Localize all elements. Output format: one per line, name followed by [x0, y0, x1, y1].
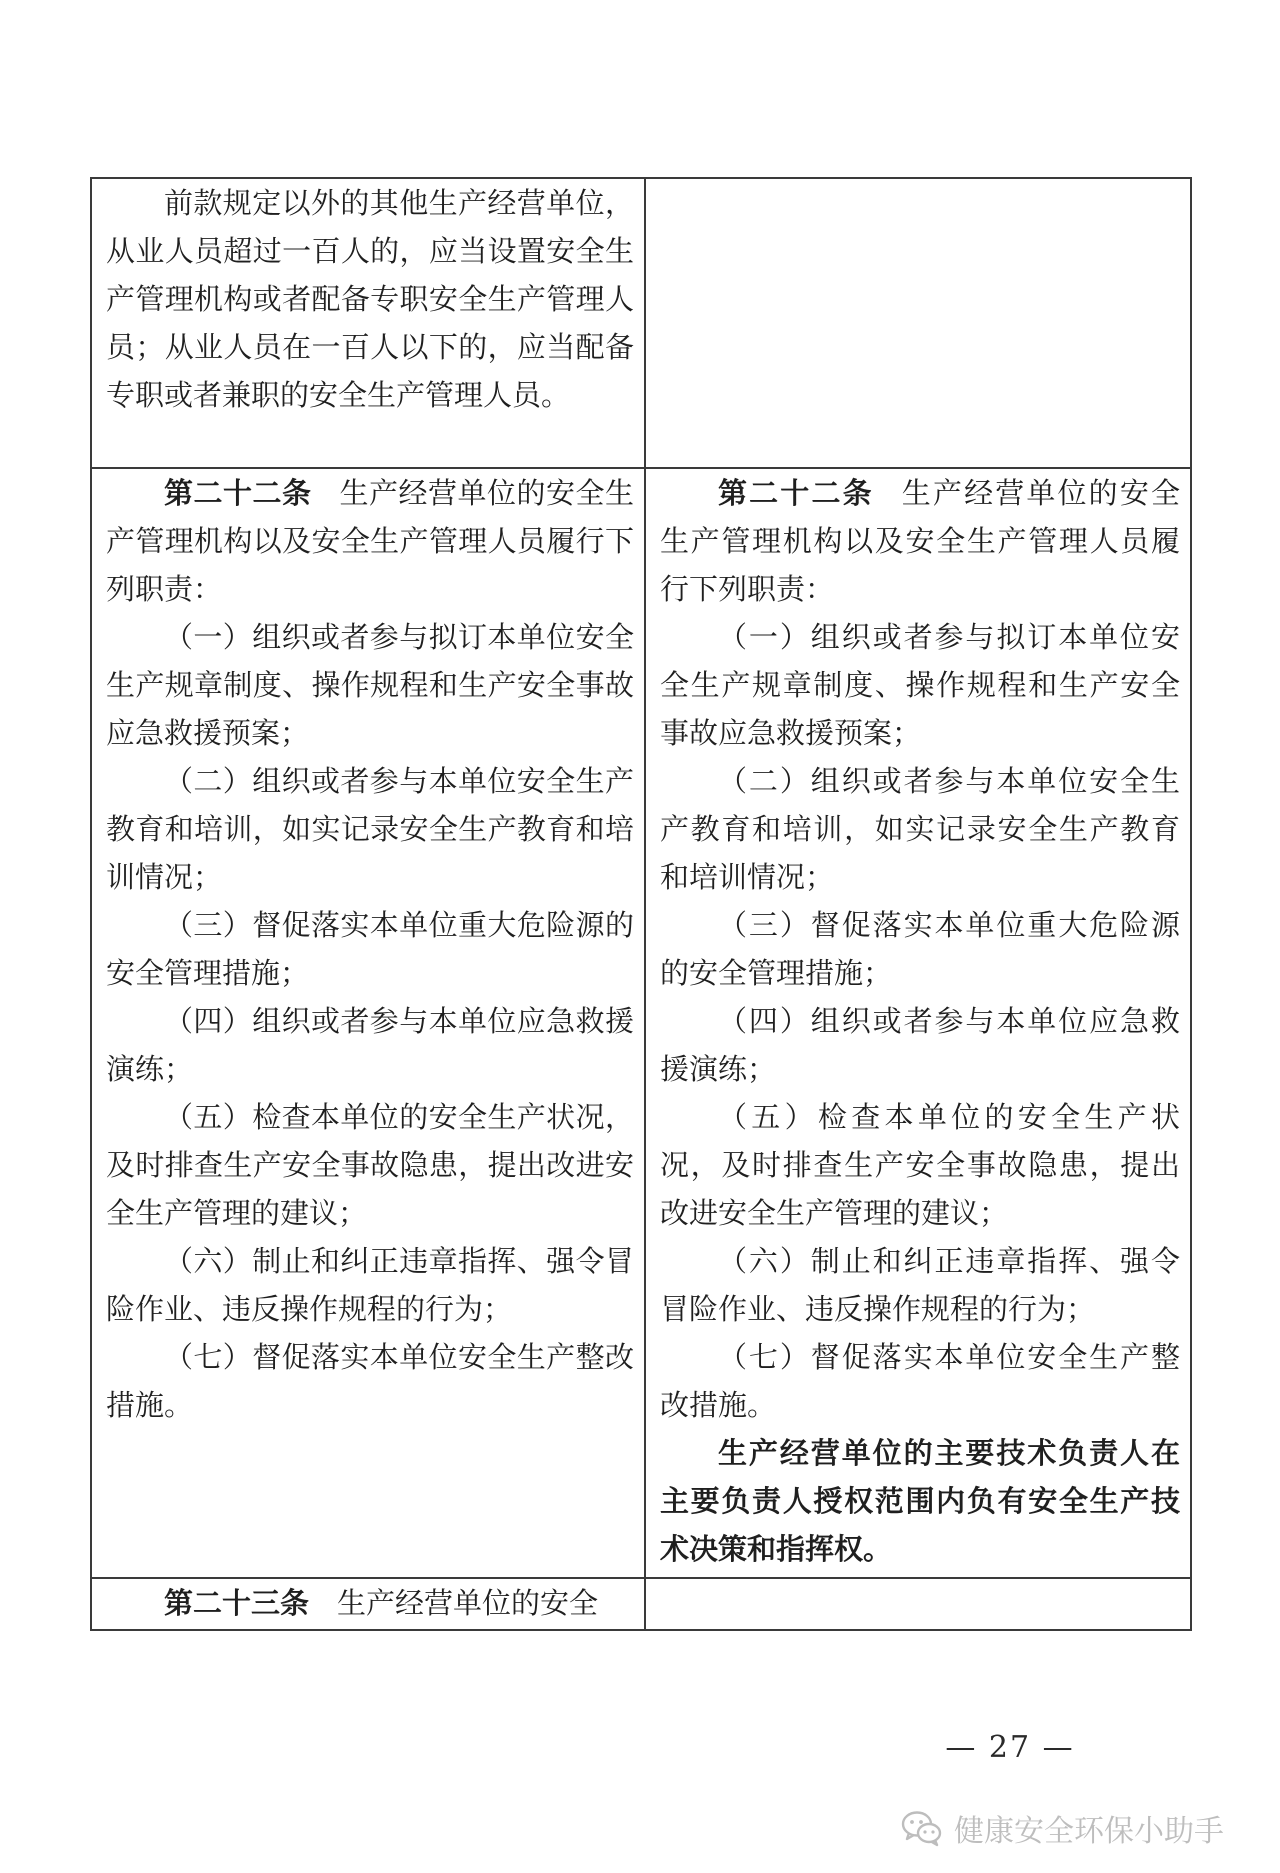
article-intro: 生产经营单位的安全: [337, 1586, 599, 1620]
table-row: [91, 178, 1191, 468]
page-number: — 27 —: [945, 1730, 1075, 1765]
list-item: （一）组织或者参与拟订本单位安全生产规章制度、操作规程和生产安全事故应急救援预案；: [660, 620, 1180, 750]
watermark: [900, 1806, 1224, 1850]
article-intro: 生产经营单位的安全生产管理机构以及安全生产管理人员履行下列职责：: [106, 476, 634, 606]
article-intro: 生产经营单位的安全生产管理机构以及安全生产管理人员履行下列职责：: [660, 476, 1180, 606]
new-text-cell: [645, 468, 1191, 1578]
watermark-text: 健康安全环保小助手: [954, 1814, 1224, 1849]
article-heading: 第二十三条: [164, 1586, 310, 1620]
list-item: （二）组织或者参与本单位安全生产教育和培训，如实记录安全生产教育和培训情况；: [660, 764, 1180, 894]
list-item: （一）组织或者参与拟订本单位安全生产规章制度、操作规程和生产安全事故应急救援预案；: [106, 620, 634, 750]
list-item: （五）检查本单位的安全生产状况，及时排查生产安全事故隐患，提出改进安全生产管理的建议；: [660, 1100, 1180, 1230]
comparison-table: [90, 177, 1192, 1631]
list-item: （五）检查本单位的安全生产状况，及时排查生产安全事故隐患，提出改进安全生产管理的建议；: [106, 1100, 634, 1230]
article-heading: 第二十二条: [164, 476, 312, 510]
new-text-cell: [645, 1578, 1191, 1630]
list-item: （二）组织或者参与本单位安全生产教育和培训，如实记录安全生产教育和培训情况；: [106, 764, 634, 894]
list-item: （四）组织或者参与本单位应急救援演练；: [660, 1004, 1180, 1086]
article-heading: 第二十二条: [718, 476, 874, 510]
paragraph: 前款规定以外的其他生产经营单位，从业人员超过一百人的，应当设置安全生产管理机构或者配备专职安全生产管理人员；从业人员在一百人以下的，应当配备专职或者兼职的安全生产管理人员。: [106, 186, 634, 412]
old-text-cell: [91, 178, 645, 468]
article-paragraph: [106, 1579, 634, 1627]
list-item: （三）督促落实本单位重大危险源的安全管理措施；: [106, 908, 634, 990]
wechat-icon: [900, 1808, 944, 1848]
list-item: （七）督促落实本单位安全生产整改措施。: [106, 1340, 634, 1422]
list-item: （三）督促落实本单位重大危险源的安全管理措施；: [660, 908, 1180, 990]
table-row: [91, 468, 1191, 1578]
list-item: （六）制止和纠正违章指挥、强令冒险作业、违反操作规程的行为；: [106, 1244, 634, 1326]
old-text-cell: [91, 468, 645, 1578]
table-row: [91, 1578, 1191, 1630]
article-paragraph: [660, 469, 1180, 613]
new-text-cell: [645, 178, 1191, 468]
list-item: （七）督促落实本单位安全生产整改措施。: [660, 1340, 1180, 1422]
list-item: （六）制止和纠正违章指挥、强令冒险作业、违反操作规程的行为；: [660, 1244, 1180, 1326]
list-item: （四）组织或者参与本单位应急救援演练；: [106, 1004, 634, 1086]
article-paragraph: [106, 469, 634, 613]
added-paragraph: 生产经营单位的主要技术负责人在主要负责人授权范围内负有安全生产技术决策和指挥权。: [660, 1436, 1180, 1566]
old-text-cell: [91, 1578, 645, 1630]
